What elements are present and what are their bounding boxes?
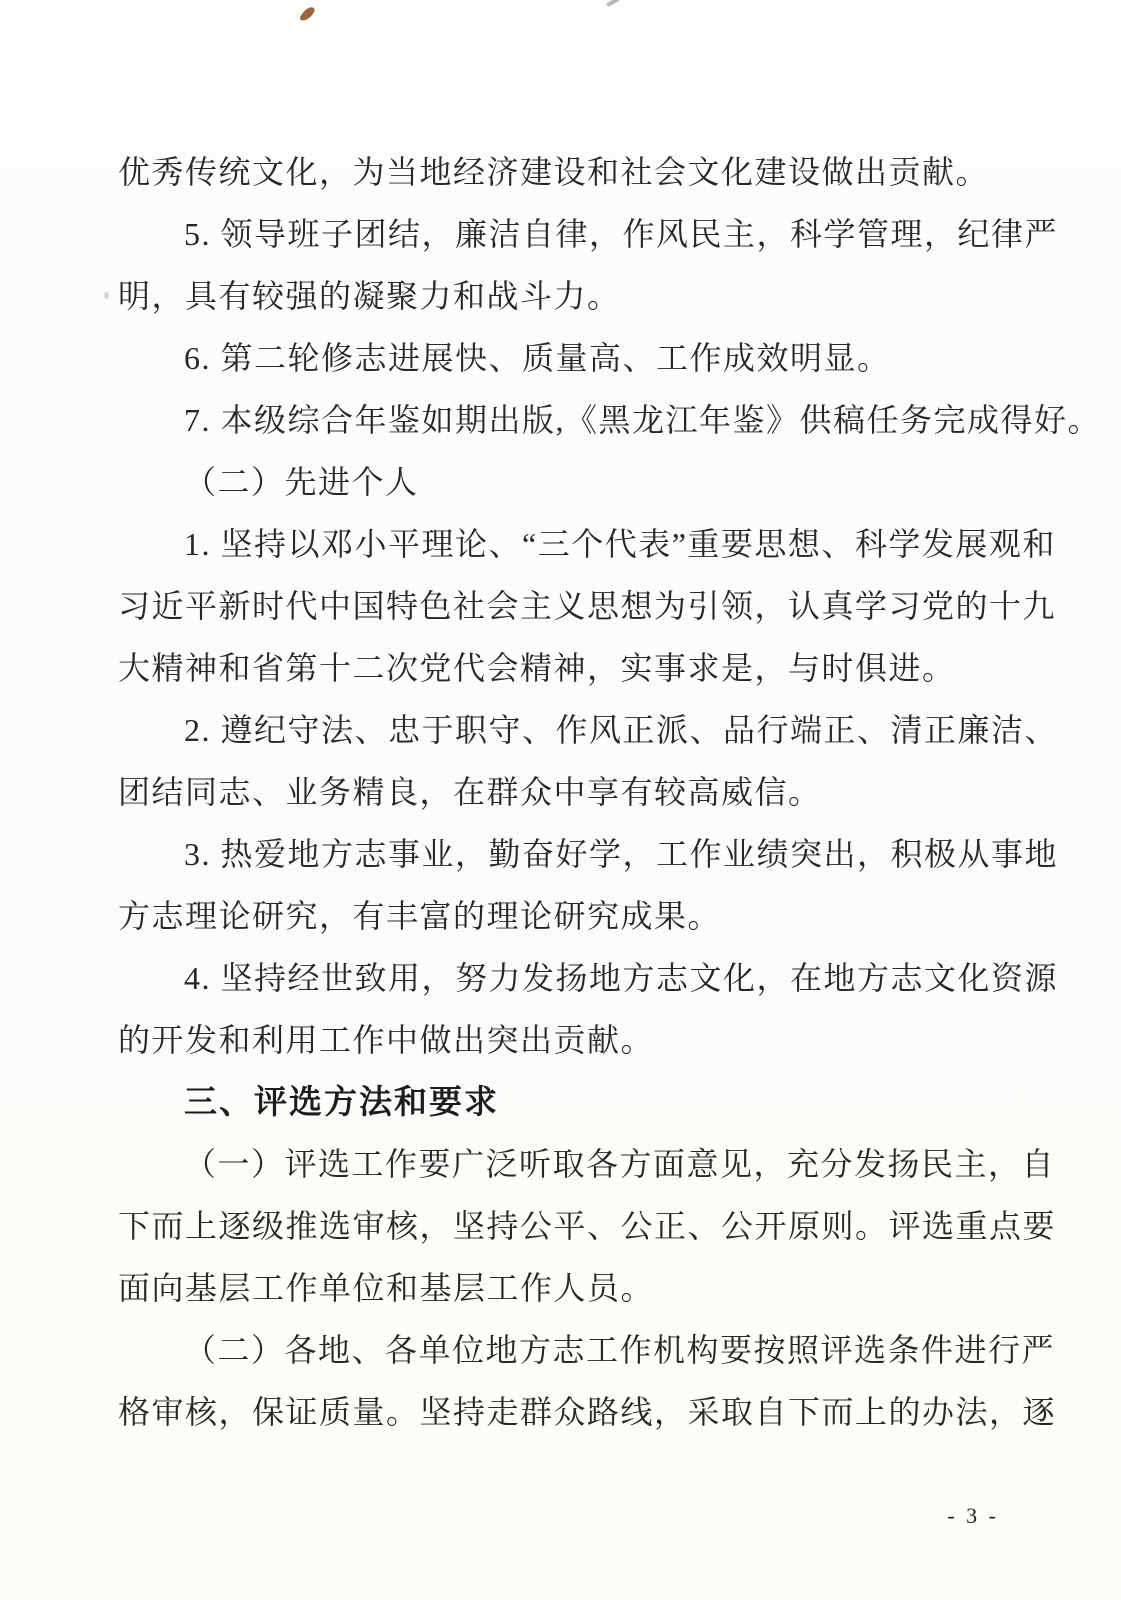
document-body: [118, 141, 1102, 1443]
text-line: 下而上逐级推选审核，坚持公平、公正、公开原则。评选重点要: [118, 1208, 1057, 1244]
text-line: 的开发和利用工作中做出突出贡献。: [118, 1022, 655, 1058]
text-line: 方志理论研究，有丰富的理论研究成果。: [118, 898, 722, 934]
section-heading: 三、评选方法和要求: [184, 1083, 499, 1120]
text-line: 4. 坚持经世致用，努力发扬地方志文化，在地方志文化资源: [184, 960, 1059, 996]
text-line: 6. 第二轮修志进展快、质量高、工作成效明显。: [184, 340, 891, 376]
text-line: 格审核，保证质量。坚持走群众路线，采取自下而上的办法，逐: [118, 1394, 1057, 1430]
text-line: 优秀传统文化，为当地经济建设和社会文化建设做出贡献。: [118, 154, 990, 190]
text-line: 3. 热爱地方志事业，勤奋好学，工作业绩突出，积极从事地: [184, 836, 1059, 872]
text-line: 团结同志、业务精良，在群众中享有较高威信。: [118, 774, 822, 810]
text-line: 习近平新时代中国特色社会主义思想为引领，认真学习党的十九: [118, 588, 1057, 624]
text-line: 明，具有较强的凝聚力和战斗力。: [118, 278, 621, 314]
page-number: - 3 -: [947, 1503, 999, 1528]
scan-dot-icon: [104, 292, 109, 299]
text-line: 1. 坚持以邓小平理论、“三个代表”重要思想、科学发展观和: [184, 526, 1056, 562]
scan-speck-icon: [299, 6, 317, 23]
text-line: （二）各地、各单位地方志工作机构要按照评选条件进行严: [184, 1332, 1056, 1368]
text-line: 5. 领导班子团结，廉洁自律，作风民主，科学管理，纪律严: [184, 216, 1059, 252]
text-line: （二）先进个人: [184, 464, 419, 500]
scan-mark-icon: [606, 0, 620, 7]
text-line: 大精神和省第十二次党代会精神，实事求是，与时俱进。: [118, 650, 956, 686]
text-line: （一）评选工作要广泛听取各方面意见，充分发扬民主，自: [184, 1146, 1056, 1182]
text-line: 面向基层工作单位和基层工作人员。: [118, 1270, 655, 1306]
text-line: 2. 遵纪守法、忠于职守、作风正派、品行端正、清正廉洁、: [184, 712, 1059, 748]
text-line: 7. 本级综合年鉴如期出版,《黑龙江年鉴》供稿任务完成得好。: [184, 402, 1102, 438]
